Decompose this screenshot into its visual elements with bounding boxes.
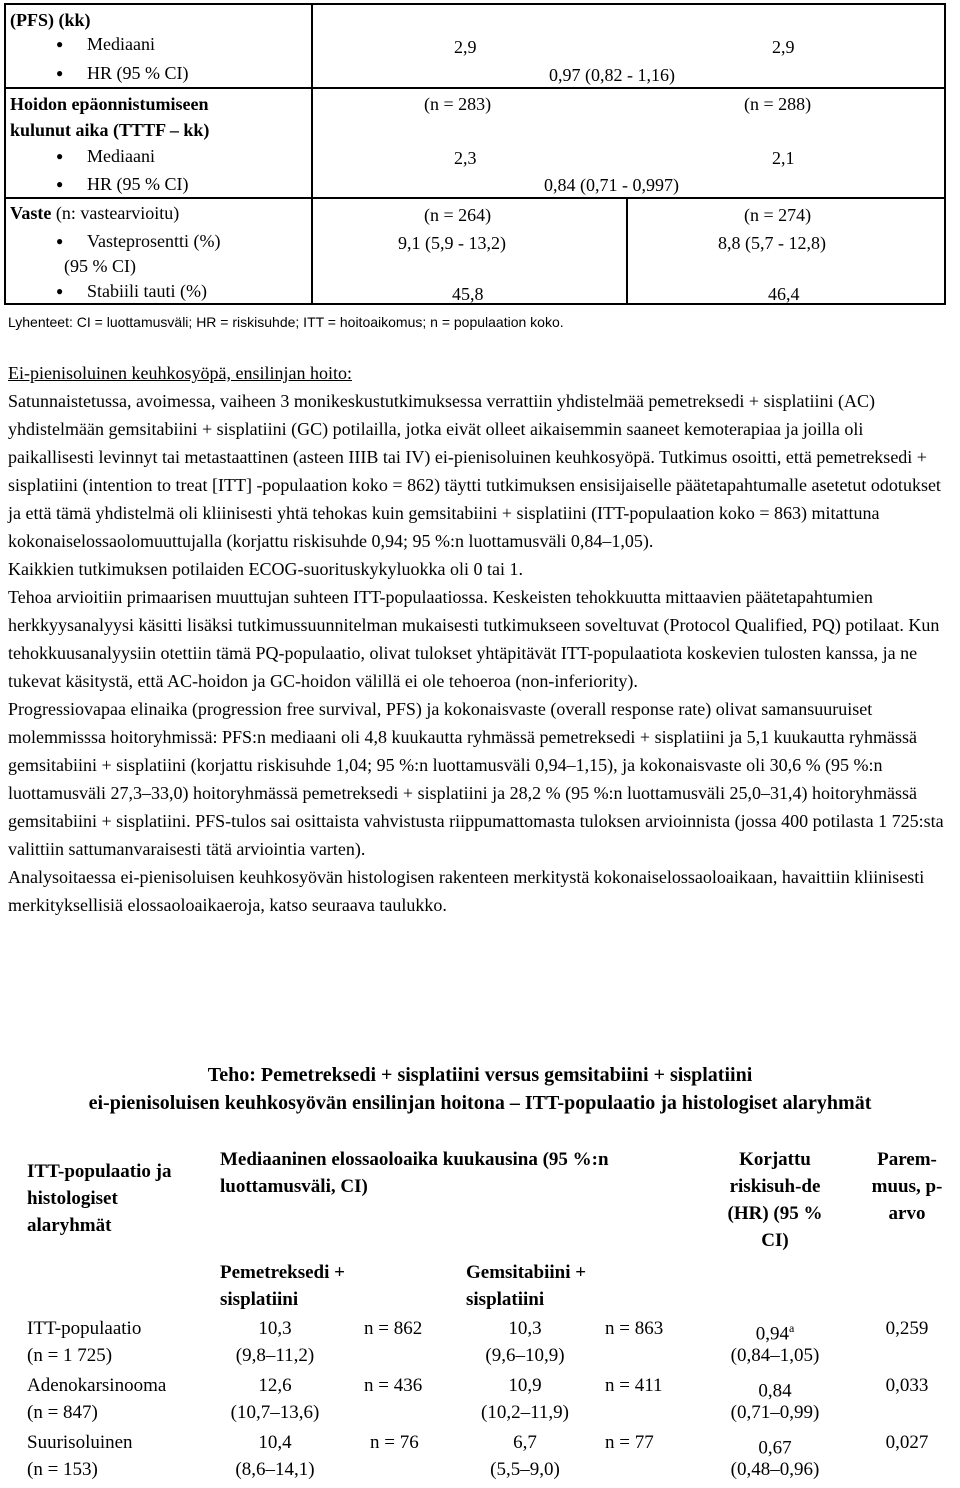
response-label: [10, 201, 179, 225]
row-population-n: (n = 1 725): [27, 1345, 113, 1366]
ttf-n-b: (n = 288): [744, 94, 812, 114]
hazard-ratio-footnote: a: [788, 1321, 795, 1335]
hazard-ratio-value: 0,84: [758, 1380, 792, 1402]
ttf-median-a: 2,3: [454, 148, 477, 168]
stable-disease-a: 45,8: [452, 284, 484, 304]
arm-a-ci: (10,7–13,6): [230, 1402, 320, 1423]
arm-b-median: 10,3: [508, 1318, 542, 1339]
abbreviations-note: Lyhenteet: CI = luottamusväli; HR = riskisuhde; ITT = hoitoaikomus; n = populaation koko.: [8, 314, 564, 330]
response-rate-b: 8,8 (5,7 - 12,8): [718, 233, 826, 253]
p-value: 0,259: [885, 1318, 929, 1339]
hazard-ratio-ci: (0,84–1,05): [730, 1345, 820, 1366]
arm-b-n: n = 411: [605, 1375, 663, 1396]
ttf-hr-value: 0,84 (0,71 - 0,997): [544, 175, 679, 195]
col-median-survival-header: Mediaaninen elossaoloaika kuukausina (95 %:n luottamusväli, CI): [220, 1149, 609, 1197]
paragraph-study-design: Satunnaistetussa, avoimessa, vaiheen 3 monikeskustutkimuksessa verrattiin yhdistelmää pemetreksedi + sisplatiini (AC) yhdistelmään gemsitabiini + sisplatiini (GC) potilailla, jotka eivät olleet aikaisemmin saaneet kemoterapiaa ja joilla oli paikallisesti levinnyt tai metastaattinen (asteen IIIB tai IV) ei-pienisoluinen keuhkosyöpä. Tutkimus osoitti, että pemetreksedi + sisplatiini (intention to treat [ITT] -populaation koko = 862) täytti tutkimuksen ensisijaiselle päätetapahtumalle asetetut odotukset ja että tämä yhdistelmä oli kliinisesti yhtä tehokas kuin gemsitabiini + sisplatiini (ITT-populaation koko = 863) mitattuna kokonaiselossaolomuuttujalla (korjattu riskisuhde 0,94; 95 %:n luottamusväli 0,84–1,05).: [8, 391, 941, 551]
row-population-n: (n = 847): [27, 1402, 98, 1423]
row-population-name: ITT-populaatio: [27, 1318, 142, 1339]
p-value: 0,033: [885, 1375, 929, 1396]
hazard-ratio-value: 0,94: [755, 1323, 789, 1345]
pfs-label: (PFS) (kk): [10, 10, 91, 30]
response-n-b: (n = 274): [744, 205, 812, 225]
pfs-median-a: 2,9: [454, 37, 477, 57]
row-population-name: Suurisoluinen: [27, 1432, 133, 1453]
pfs-hr-label: ● HR (95 % CI): [87, 61, 189, 85]
arm-b-n: n = 77: [605, 1432, 654, 1453]
response-rate-a: 9,1 (5,9 - 13,2): [398, 233, 506, 253]
paragraph-pfs-response: Progressiovapaa elinaika (progression free survival, PFS) ja kokonaisvaste (overall response rate) olivat samansuuruiset molemmisssa hoitoryhmissä: PFS:n mediaani oli 4,8 kuukautta ryhmässä pemetreksedi + sisplatiini ja 5,1 kuukautta ryhmässä gemsitabiini + sisplatiini (korjattu riskisuhde 1,04; 95 %:n luottamusväli 0,94–1,15), ja kokonaisvaste oli 30,6 % (95 %:n luottamusväli 27,3–33,0) hoitoryhmässä pemetreksedi + sisplatiini ja 28,2 % (95 %:n luottamusväli 25,0–31,4) hoitoryhmässä gemsitabiini + sisplatiini. PFS-tulos sai osittaista vahvistusta riippumattomasta tuloksen arvioinnista (jossa 400 potilasta 1 725:sta valittiin sattumanvaraisesti tätä arviointia varten).: [8, 699, 944, 859]
response-n-a: (n = 264): [424, 205, 492, 225]
arm-b-ci: (9,6–10,9): [485, 1345, 565, 1366]
hazard-ratio-ci: (0,71–0,99): [730, 1402, 820, 1423]
response-rate-ci-label: (95 % CI): [64, 256, 136, 276]
arm-b-ci: (5,5–9,0): [490, 1459, 560, 1480]
col-p-value-header: Parem-muus, p-arvo: [871, 1149, 943, 1224]
section-heading: Ei-pienisoluinen keuhkosyöpä, ensilinjan hoito:: [8, 363, 352, 383]
row-population-n: (n = 153): [27, 1459, 98, 1480]
ttf-median-label: ● Mediaani: [87, 144, 155, 168]
col-hr-header: Korjattu riskisuh-de (HR) (95 % CI): [727, 1149, 823, 1251]
response-rate-label: ● Vasteprosentti (%): [87, 229, 220, 253]
row-divider: [4, 87, 946, 89]
arm-a-n: n = 76: [370, 1432, 419, 1453]
arm-a-median: 10,4: [258, 1432, 292, 1453]
ttf-n-a: (n = 283): [424, 94, 492, 114]
response-label-rest: (n: vastearvioitu): [51, 203, 180, 223]
arm-a-ci: (8,6–14,1): [235, 1459, 315, 1480]
pfs-median-b: 2,9: [772, 37, 795, 57]
ttf-median-b: 2,1: [772, 148, 795, 168]
arm-b-ci: (10,2–11,9): [481, 1402, 569, 1423]
table-title-line1: Teho: Pemetreksedi + sisplatiini versus gemsitabiini + sisplatiini: [207, 1064, 753, 1086]
response-label-bold: Vaste: [10, 203, 52, 223]
row-divider: [4, 197, 946, 199]
arm-b-median: 6,7: [513, 1432, 537, 1453]
ttf-label-line1: Hoidon epäonnistumiseen: [10, 94, 209, 114]
arm-gemcitabine-header: Gemsitabiini + sisplatiini: [466, 1262, 587, 1310]
column-divider: [311, 3, 313, 305]
section-body: [8, 359, 953, 919]
stable-disease-label: ● Stabiili tauti (%): [87, 279, 207, 303]
col-population-header: ITT-populaatio ja histologiset alaryhmät: [27, 1161, 172, 1236]
pfs-median-label: ● Mediaani: [87, 32, 155, 56]
ttf-hr-label: ● HR (95 % CI): [87, 172, 189, 196]
paragraph-ecog: Kaikkien tutkimuksen potilaiden ECOG-suorituskykyluokka oli 0 tai 1.: [8, 559, 523, 579]
p-value: 0,027: [885, 1432, 929, 1453]
stable-disease-b: 46,4: [768, 284, 800, 304]
arm-a-ci: (9,8–11,2): [235, 1345, 315, 1366]
column-divider: [626, 197, 628, 305]
arm-pemetrexed-header: Pemetreksedi + sisplatiini: [220, 1262, 345, 1310]
arm-b-n: n = 863: [605, 1318, 664, 1339]
arm-a-median: 10,3: [258, 1318, 292, 1339]
hazard-ratio-ci: (0,48–0,96): [730, 1459, 820, 1480]
arm-a-n: n = 436: [364, 1375, 423, 1396]
arm-a-median: 12,6: [258, 1375, 292, 1396]
pfs-hr-value: 0,97 (0,82 - 1,16): [549, 65, 675, 85]
table-title-line2: ei-pienisoluisen keuhkosyövän ensilinjan hoitona – ITT-populaatio ja histologiset alaryhmät: [88, 1092, 872, 1114]
hazard-ratio-value: 0,67: [758, 1437, 792, 1459]
row-population-name: Adenokarsinooma: [27, 1375, 167, 1396]
paragraph-itt-analysis: Tehoa arvioitiin primaarisen muuttujan suhteen ITT-populaatiossa. Keskeisten tehokkuutta mittaavien päätetapahtumien herkkyysanalyysi käsitti lisäksi tutkimussuunnitelman mukaisesti tutkimukseen soveltuvat (Protocol Qualified, PQ) potilaat. Kun tehokkuusanalyysiin otettiin tämä PQ-populaatio, olivat tulokset yhtäpitävät ITT-populaatiota koskevien tulosten kanssa, ja ne tukevat käsitystä, että AC-hoidon ja GC-hoidon välillä ei ole tehoeroa (non-inferiority).: [8, 587, 940, 691]
arm-a-n: n = 862: [364, 1318, 423, 1339]
ttf-label-line2: kulunut aika (TTTF – kk): [10, 120, 210, 140]
paragraph-histology: Analysoitaessa ei-pienisoluisen keuhkosyövän histologisen rakenteen merkitystä kokonaiselossaoloaikaan, havaittiin kliinisesti merkityksellisiä elossaoloaikaeroja, katso seuraava taulukko.: [8, 867, 925, 915]
arm-b-median: 10,9: [508, 1375, 542, 1396]
